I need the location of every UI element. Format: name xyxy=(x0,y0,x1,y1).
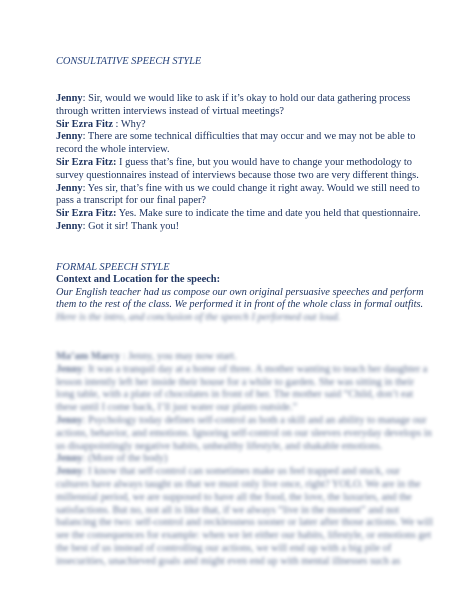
speaker-name: Sir Ezra Fitz: xyxy=(56,156,117,168)
context-text: Our English teacher had us compose our own original persuasive speeches and perform them to the rest of the class. We performed it in front of the whole class in formal outfits. xyxy=(56,286,424,311)
speaker-name: Ma’am Marcy xyxy=(56,350,121,362)
speaker-name: Jenny xyxy=(56,363,83,375)
speaker-name: Jenny xyxy=(56,182,83,194)
dialogue-text: Got it sir! Thank you! xyxy=(88,220,180,232)
transcript-text: Jenny, you may now start. xyxy=(128,350,237,362)
dialogue-line: Jenny: Sir, would we would like to ask if it’s okay to hold our data gathering process through written interviews instead of virtual meetings? xyxy=(56,93,411,117)
formal-heading: FORMAL SPEECH STYLE xyxy=(56,261,170,273)
consultative-heading: CONSULTATIVE SPEECH STYLE xyxy=(56,56,202,67)
speaker-name: Jenny xyxy=(56,93,83,104)
dialogue-line xyxy=(56,208,434,221)
transcript-line: Ma’am Marcy : Jenny, you may now start. xyxy=(56,350,237,362)
dialogue-text: Yes sir, that’s fine with us we could change it right away. Would we still need to pass a transcript for our final paper? xyxy=(56,182,420,207)
transcript-text: Psychology today defines self-control as both a skill and an ability to manage our actions, behavior, and emotions. Ignoring self-control on our sleeves everyday develops in us disappointingly negative habits, unhealthy lifestyle, and shakable emotions. xyxy=(56,414,432,452)
dialogue-line: Sir Ezra Fitz : Why? xyxy=(56,118,146,130)
speaker-name: Jenny xyxy=(56,131,83,143)
transcript-line: Jenny: It was a tranquil day at a home of three. A mother wanting to teach her daughter a lesson intently left her inside their house for a while to garden. She was sitting in their long table, with a plate of chocolates in front of her. The mother said “Child, don’t eat these until I come back, I’ll just water our plants outside.” xyxy=(56,363,428,414)
dialogue-line: Jenny: There are some technical difficulties that may occur and we may not be able to record the whole interview. xyxy=(56,131,416,156)
speaker-name: Jenny xyxy=(56,414,83,426)
blurred-preview xyxy=(56,312,434,568)
dialogue-text: Sir, would we would like to ask if it’s okay to hold our data gathering process through written interviews instead of virtual meetings? xyxy=(56,93,411,117)
dialogue-line: Jenny: Yes sir, that’s fine with us we could change it right away. Would we still need to pass a transcript for our final paper? xyxy=(56,182,420,207)
transcript-line: Jenny: (More of the body) xyxy=(56,453,168,465)
dialogue-text: Yes. Make sure to indicate the time and date you held that questionnaire. xyxy=(118,208,421,220)
speaker-name: Sir Ezra Fitz: xyxy=(56,208,117,220)
speaker-name: Jenny xyxy=(56,453,83,465)
dialogue-text: There are some technical difficulties that may occur and we may not be able to record the whole interview. xyxy=(56,131,416,156)
speaker-name: Jenny xyxy=(56,220,83,232)
transcript-line: Jenny: I know that self-control can sometimes make us feel trapped and stuck, our cultures have always taught us that we must only live once, right? YOLO. We are in the millennial period, we are supposed to have all the food, the love, the luxuries, and the satisfactions. But no, not all is like that, if we always “live in the moment” and not balancing the two: self-control and recklessness sooner or later after those actions. We will see the consequences for example: when we let either our habits, lifestyle, or emotions get the best of us instead of controlling our actions, we will end up with a big pile of insecurities, unachieved goals and might even end up with mental illnesses such as xyxy=(56,466,433,567)
dialogue-line xyxy=(56,157,434,183)
blurred-intro: Here is the intro, and conclusion of the speech I performed out loud. xyxy=(56,312,341,324)
speaker-name: Sir Ezra Fitz xyxy=(56,118,113,130)
dialogue-line: Jenny: Got it sir! Thank you! xyxy=(56,220,180,232)
context-title: Context and Location for the speech: xyxy=(56,273,221,285)
dialogue-text: I guess that’s fine, but you would have to change your methodology to survey questionnaires instead of interviews because those two are very different things. xyxy=(56,156,419,181)
transcript-text: I know that self-control can sometimes make us feel trapped and stuck, our cultures have always taught us that we must only live once, right? YOLO. We are in the millennial period, we are supposed to have all the food, the love, the luxuries, and the satisfactions. But no, not all is like that, if we always “live in the moment” and not balancing the two: self-control and recklessness sooner or later after those actions. We will see the consequences for example: when we let either our habits, lifestyle, or emotions get the best of us instead of controlling our actions, we will end up with a big pile of insecurities, unachieved goals and might even end up with mental illnesses such as xyxy=(56,466,433,567)
consultative-dialogue xyxy=(56,93,434,234)
transcript-text: (More of the body) xyxy=(88,453,168,465)
transcript-text: It was a tranquil day at a home of three. A mother wanting to teach her daughter a lesson intently left her inside their house for a while to garden. She was sitting in their long table, with a plate of chocolates in front of her. The mother said “Child, don’t eat these until I come back, I’ll just water our plants outside.” xyxy=(56,363,428,414)
dialogue-text: Why? xyxy=(120,118,146,130)
speaker-name: Jenny xyxy=(56,466,83,478)
speech-transcript xyxy=(56,351,434,569)
transcript-line: Jenny: Psychology today defines self-control as both a skill and an ability to manage our actions, behavior, and emotions. Ignoring self-control on our sleeves everyday develops in us disappointingly negative habits, unhealthy lifestyle, and shakable emotions. xyxy=(56,414,432,452)
